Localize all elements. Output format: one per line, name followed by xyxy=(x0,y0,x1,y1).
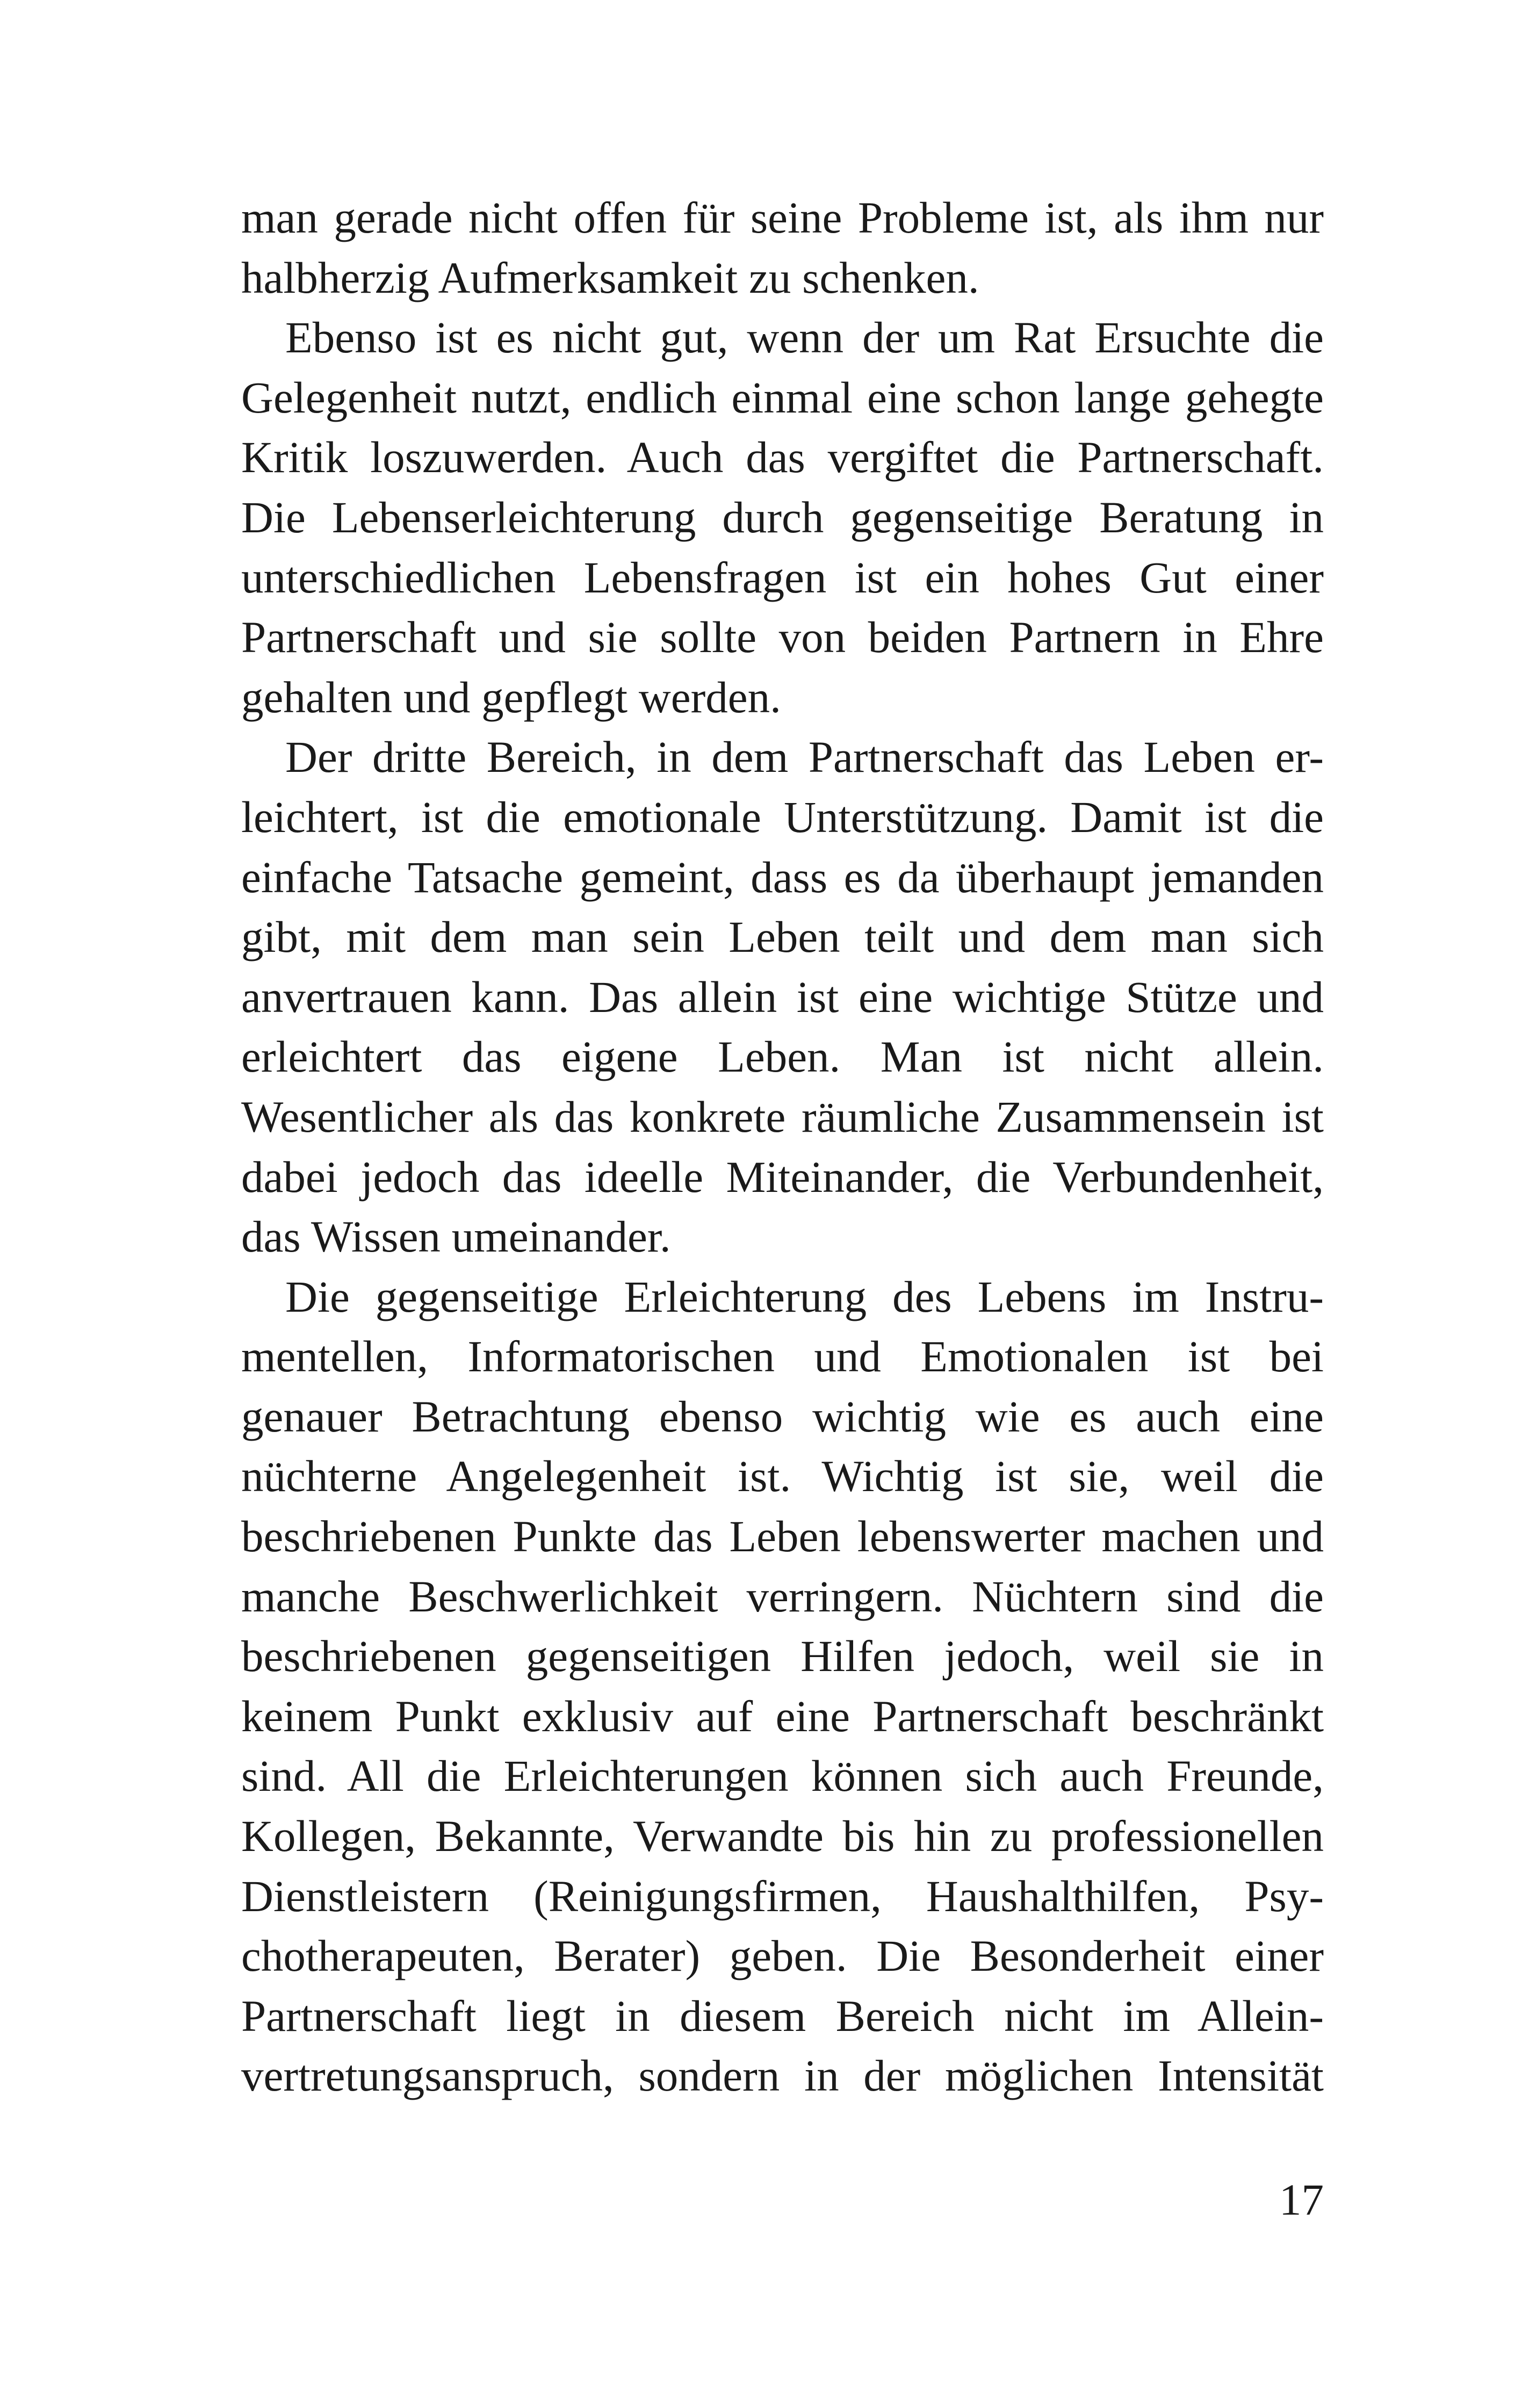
text-line xyxy=(241,548,1324,608)
text-line-content: gibt, mit dem man sein Leben teilt und dem man sich xyxy=(241,912,1324,962)
text-line-content: man gerade nicht offen für seine Probleme ist, als ihm nur xyxy=(241,193,1324,242)
text-line xyxy=(241,1087,1324,1147)
text-line xyxy=(241,848,1324,908)
text-line-content: Partnerschaft liegt in diesem Bereich nicht im Allein- xyxy=(241,1991,1324,2041)
text-line xyxy=(241,1327,1324,1387)
text-line-content: mentellen, Informatorischen und Emotionalen ist bei xyxy=(241,1332,1324,1382)
text-line xyxy=(241,1867,1324,1927)
page-number: 17 xyxy=(1279,2175,1324,2224)
text-line-content: sind. All die Erleichterungen können sich auch Freunde, xyxy=(241,1751,1324,1801)
text-line-content: keinem Punkt exklusiv auf eine Partnerschaft beschränkt xyxy=(241,1691,1324,1741)
text-line xyxy=(241,727,1324,787)
text-line xyxy=(241,907,1324,967)
text-line-content: Kritik loszuwerden. Auch das vergiftet die Partnerschaft. xyxy=(241,432,1324,482)
text-line xyxy=(241,668,1324,728)
text-line-content: Die gegenseitige Erleichterung des Lebens im Instru- xyxy=(285,1271,1324,1321)
text-line-content: gehalten und gepflegt werden. xyxy=(241,672,781,722)
text-line xyxy=(241,1027,1324,1087)
text-line-content: das Wissen umeinander. xyxy=(241,1212,671,1262)
text-line xyxy=(241,787,1324,848)
text-line xyxy=(241,967,1324,1028)
text-line-content: manche Beschwerlichkeit verringern. Nüchtern sind die xyxy=(241,1571,1324,1621)
text-line-content: Wesentlicher als das konkrete räumliche Zusammensein ist xyxy=(241,1091,1324,1141)
text-line-content: vertretungsanspruch, sondern in der möglichen Intensität xyxy=(241,2051,1324,2101)
text-line xyxy=(241,188,1324,248)
text-line xyxy=(241,1387,1324,1447)
text-line-content: halbherzig Aufmerksamkeit zu schenken. xyxy=(241,252,979,302)
text-line-content: erleichtert das eigene Leben. Man ist nicht allein. xyxy=(241,1032,1324,1082)
text-line-content: nüchterne Angelegenheit ist. Wichtig ist sie, weil die xyxy=(241,1451,1324,1501)
text-line xyxy=(241,308,1324,368)
text-line-content: dabei jedoch das ideelle Miteinander, die Verbundenheit, xyxy=(241,1152,1324,1202)
text-line-content: leichtert, ist die emotionale Unterstützung. Damit ist die xyxy=(241,792,1324,842)
text-line xyxy=(241,1926,1324,1986)
text-line xyxy=(241,428,1324,488)
text-line-content: einfache Tatsache gemeint, dass es da überhaupt jemanden xyxy=(241,852,1324,902)
text-line-content: beschriebenen gegenseitigen Hilfen jedoch, weil sie in xyxy=(241,1631,1324,1681)
text-line xyxy=(241,1207,1324,1267)
text-line-content: chotherapeuten, Berater) geben. Die Besonderheit einer xyxy=(241,1931,1324,1981)
text-line xyxy=(241,1507,1324,1567)
text-line xyxy=(241,248,1324,308)
text-line xyxy=(241,1986,1324,2047)
body-text xyxy=(241,188,1324,2106)
text-line-content: beschriebenen Punkte das Leben lebenswerter machen und xyxy=(241,1512,1324,1561)
text-line xyxy=(241,1267,1324,1327)
text-line xyxy=(241,608,1324,668)
text-line xyxy=(241,1626,1324,1687)
text-line-content: Der dritte Bereich, in dem Partnerschaft das Leben er- xyxy=(285,732,1324,782)
text-line-content: genauer Betrachtung ebenso wichtig wie es auch eine xyxy=(241,1391,1324,1441)
text-line xyxy=(241,1746,1324,1806)
text-line-content: Kollegen, Bekannte, Verwandte bis hin zu professionellen xyxy=(241,1811,1324,1861)
text-line xyxy=(241,1567,1324,1627)
text-line xyxy=(241,1447,1324,1507)
text-line-content: unterschiedlichen Lebensfragen ist ein hohes Gut einer xyxy=(241,552,1324,602)
text-line xyxy=(241,1147,1324,1207)
text-line-content: Ebenso ist es nicht gut, wenn der um Rat Ersuchte die xyxy=(285,313,1324,363)
text-line-content: Gelegenheit nutzt, endlich einmal eine schon lange gehegte xyxy=(241,372,1324,422)
text-line xyxy=(241,488,1324,548)
text-line xyxy=(241,368,1324,428)
text-line-content: Partnerschaft und sie sollte von beiden Partnern in Ehre xyxy=(241,612,1324,662)
text-line xyxy=(241,1687,1324,1747)
text-line xyxy=(241,2046,1324,2106)
text-line-content: anvertrauen kann. Das allein ist eine wichtige Stütze und xyxy=(241,972,1324,1022)
text-line xyxy=(241,1806,1324,1867)
text-line-content: Die Lebenserleichterung durch gegenseitige Beratung in xyxy=(241,492,1324,542)
text-line-content: Dienstleistern (Reinigungsfirmen, Haushalthilfen, Psy- xyxy=(241,1871,1324,1921)
